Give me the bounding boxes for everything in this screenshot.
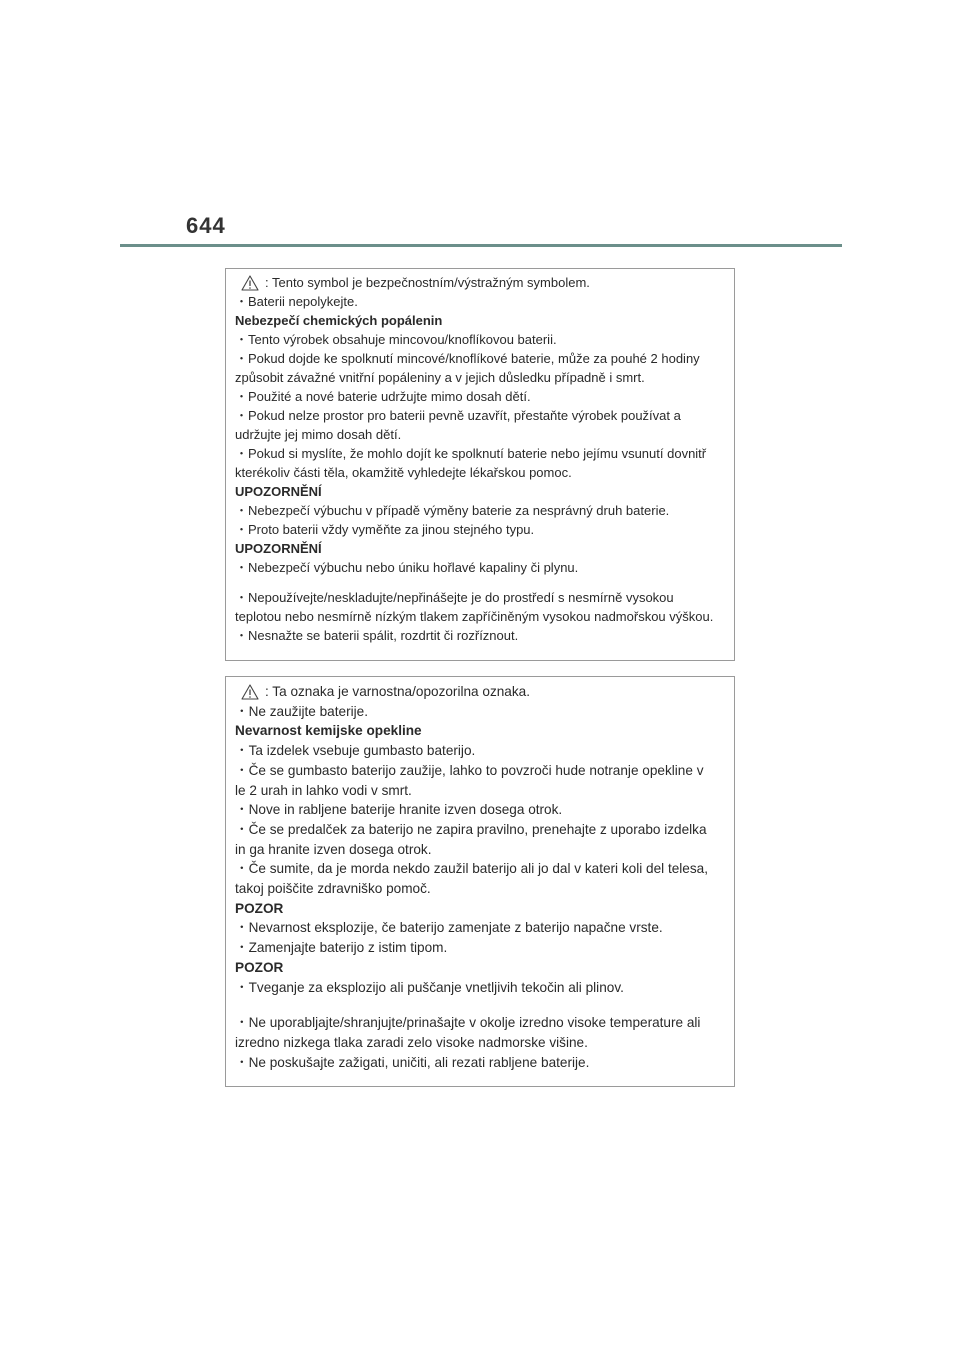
czech-symbol-line xyxy=(235,273,724,292)
page-number: 644 xyxy=(186,213,226,238)
text-line: způsobit závažné vnitřní popáleniny a v jejich důsledku případně i smrt. xyxy=(235,370,645,385)
text-line: ・Če sumite, da je morda nekdo zaužil baterijo ali jo dal v kateri koli del telesa, xyxy=(235,861,708,877)
text-line: ・Tveganje za eksplozijo ali puščanje vnetljivih tekočin ali plinov. xyxy=(235,979,624,995)
text-line: ・Pokud nelze prostor pro baterii pevně uzavřít, přestaňte výrobek používat a xyxy=(235,408,681,423)
text-line: ・Nebezpečí výbuchu v případě výměny baterie za nesprávný druh baterie. xyxy=(235,503,670,518)
text-line: ・Proto baterii vždy vyměňte za jinou stejného typu. xyxy=(235,522,535,537)
text-line: ・Ne poskušajte zažigati, uničiti, ali rezati rabljene baterije. xyxy=(235,1054,590,1070)
text-line: ・Zamenjajte baterijo z istim tipom. xyxy=(235,940,448,956)
text-line: ・Ne zaužijte baterije. xyxy=(235,703,368,719)
text-line: ・Nove in rabljene baterije hranite izven dosega otrok. xyxy=(235,802,563,818)
text-line: le 2 urah in lahko vodi v smrt. xyxy=(235,782,412,798)
text-line: takoj poiščite zdravniško pomoč. xyxy=(235,881,431,897)
text-line: in ga hranite izven dosega otrok. xyxy=(235,841,432,857)
czech-symbol-text: : Tento symbol je bezpečnostním/výstražným symbolem. xyxy=(265,275,590,290)
warning-triangle-icon xyxy=(241,275,259,291)
text-line: udržujte jej mimo dosah dětí. xyxy=(235,427,402,442)
text-line: izredno nizkega tlaka zaradi zelo visoke nadmorske višine. xyxy=(235,1034,588,1050)
text-line: ・Ta izdelek vsebuje gumbasto baterijo. xyxy=(235,743,476,759)
section-heading: Nebezpečí chemických popálenin xyxy=(235,313,443,328)
section-heading: Nevarnost kemijske opekline xyxy=(235,723,422,739)
text-line: ・Nesnažte se baterii spálit, rozdrtit či rozříznout. xyxy=(235,628,519,643)
text-line: ・Baterii nepolykejte. xyxy=(235,294,358,309)
text-line: ・Nepoužívejte/neskladujte/nepřinášejte je do prostředí s nesmírně vysokou xyxy=(235,590,674,605)
text-line: ・Použité a nové baterie udržujte mimo dosah dětí. xyxy=(235,389,531,404)
text-line: ・Če se gumbasto baterijo zaužije, lahko to povzroči hude notranje opekline v xyxy=(235,762,704,778)
warning-triangle-icon xyxy=(241,684,259,700)
text-line: ・Pokud dojde ke spolknutí mincové/knoflíkové baterie, může za pouhé 2 hodiny xyxy=(235,351,700,366)
text-line: teplotou nebo nesmírně nízkým tlakem zapříčiněným vysokou nadmořskou výškou. xyxy=(235,609,714,624)
header-rule xyxy=(120,244,842,247)
slovene-lines xyxy=(235,702,724,1073)
czech-lines xyxy=(235,292,724,645)
slovene-symbol-line xyxy=(235,682,724,702)
text-line: ・Pokud si myslíte, že mohlo dojít ke spolknutí baterie nebo jejímu vsunutí dovnitř xyxy=(235,446,707,461)
text-line: ・Tento výrobek obsahuje mincovou/knoflíkovou baterii. xyxy=(235,332,557,347)
slovene-symbol-text: : Ta oznaka je varnostna/opozorilna oznaka. xyxy=(265,684,530,699)
section-heading: POZOR xyxy=(235,959,284,975)
text-line: ・Če se predalček za baterijo ne zapira pravilno, prenehajte z uporabo izdelka xyxy=(235,821,707,837)
text-line: ・Ne uporabljajte/shranjujte/prinašajte v okolje izredno visoke temperature ali xyxy=(235,1015,701,1031)
spacer xyxy=(235,997,724,1013)
section-heading: UPOZORNĚNÍ xyxy=(235,541,322,556)
spacer xyxy=(235,577,724,588)
slovene-warning-box xyxy=(225,676,735,1087)
text-line: ・Nebezpečí výbuchu nebo úniku hořlavé kapaliny či plynu. xyxy=(235,560,579,575)
text-line: ・Nevarnost eksplozije, če baterijo zamenjate z baterijo napačne vrste. xyxy=(235,920,663,936)
section-heading: UPOZORNĚNÍ xyxy=(235,484,322,499)
czech-warning-box xyxy=(225,268,735,661)
text-line: kterékoliv části těla, okamžitě vyhledejte lékařskou pomoc. xyxy=(235,465,572,480)
section-heading: POZOR xyxy=(235,900,284,916)
